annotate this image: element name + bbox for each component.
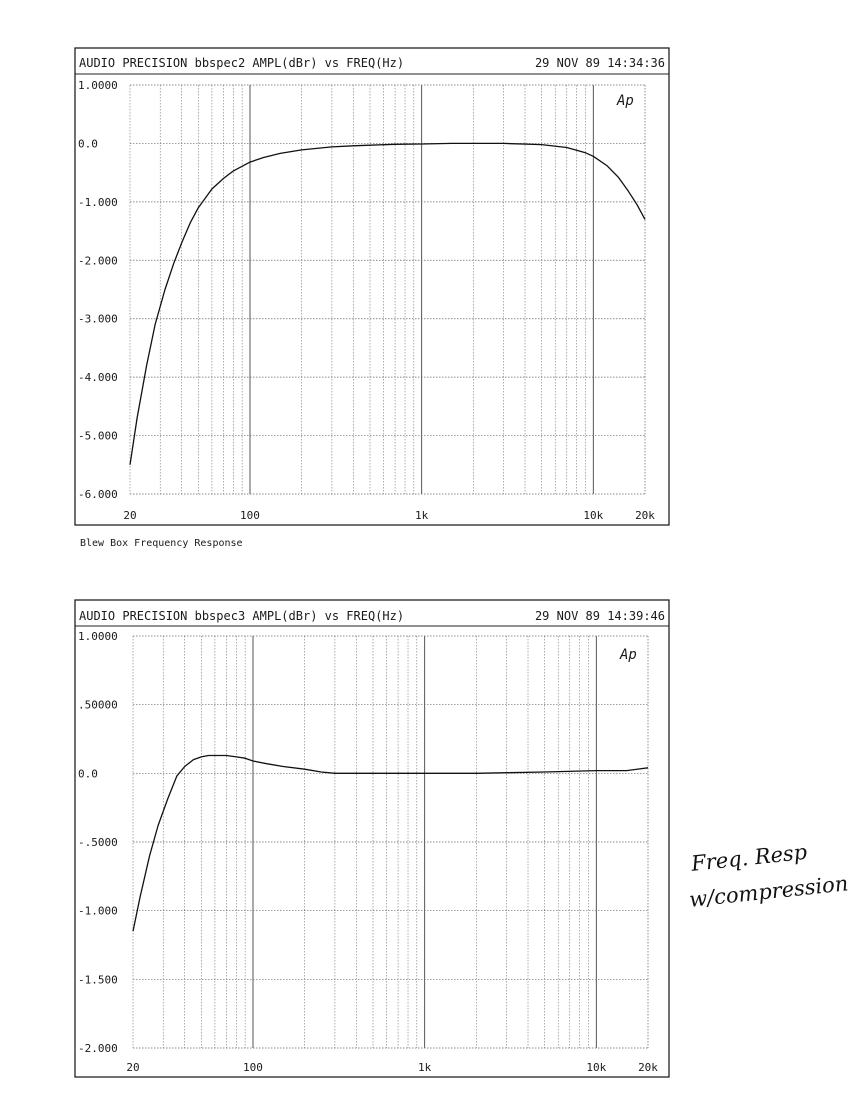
- chart1-ap-logo: Ap: [617, 93, 634, 109]
- chart1-x-tick-label: 20k: [635, 509, 655, 522]
- chart1-y-tick-label: -6.000: [78, 488, 118, 501]
- chart2-y-tick-label: -1.500: [78, 973, 118, 987]
- chart2-y-tick-label: .50000: [78, 698, 118, 712]
- chart1-frame: [75, 48, 669, 525]
- chart2-x-tick-label: 20: [126, 1061, 140, 1074]
- chart1-y-tick-label: -5.000: [78, 429, 118, 443]
- chart2-x-tick-label: 20k: [638, 1061, 658, 1074]
- chart1-x-tick-label: 10k: [583, 509, 604, 522]
- chart2-y-tick-label: 0.0: [78, 767, 98, 781]
- chart1-x-tick-label: 20: [123, 509, 137, 522]
- chart2-header-left: AUDIO PRECISION bbspec3 AMPL(dBr) vs FREQ(Hz): [79, 609, 405, 623]
- handwritten-note-line-2: w/compression: [688, 871, 850, 912]
- chart1-y-tick-label: -1.000: [78, 195, 118, 209]
- chart1-y-tick-label: -3.000: [78, 312, 118, 326]
- handwritten-note-line-1: Freq. Resp: [690, 839, 809, 876]
- chart2-y-tick-label: -.5000: [78, 836, 118, 849]
- chart1-header-left: AUDIO PRECISION bbspec2 AMPL(dBr) vs FREQ(Hz): [79, 56, 405, 70]
- chart2-y-tick-label: 1.0000: [78, 630, 118, 643]
- chart1-y-tick-label: -2.000: [78, 254, 118, 268]
- chart2-y-tick-label: -1.000: [78, 904, 118, 918]
- chart2-y-tick-label: -2.000: [78, 1042, 118, 1055]
- chart1-series-line-1: [130, 143, 645, 464]
- chart1-y-tick-label: 1.0000: [78, 79, 118, 92]
- chart1-x-tick-label: 100: [240, 509, 260, 522]
- chart2-ap-logo: Ap: [620, 647, 637, 663]
- chart1-y-tick-label: -4.000: [78, 371, 118, 385]
- chart1-header-right: 29 NOV 89 14:34:36: [534, 56, 665, 70]
- chart2-x-tick-label: 10k: [586, 1061, 607, 1074]
- chart2-x-tick-label: 1k: [418, 1061, 432, 1074]
- chart1-y-tick-label: 0.0: [78, 137, 98, 151]
- chart2-x-tick-label: 100: [243, 1061, 263, 1074]
- chart1-x-tick-label: 1k: [415, 509, 429, 522]
- chart2-header-right: 29 NOV 89 14:39:46: [534, 609, 665, 623]
- chart2-series-line-1: [133, 756, 648, 932]
- figure-caption: Blew Box Frequency Response: [80, 538, 243, 549]
